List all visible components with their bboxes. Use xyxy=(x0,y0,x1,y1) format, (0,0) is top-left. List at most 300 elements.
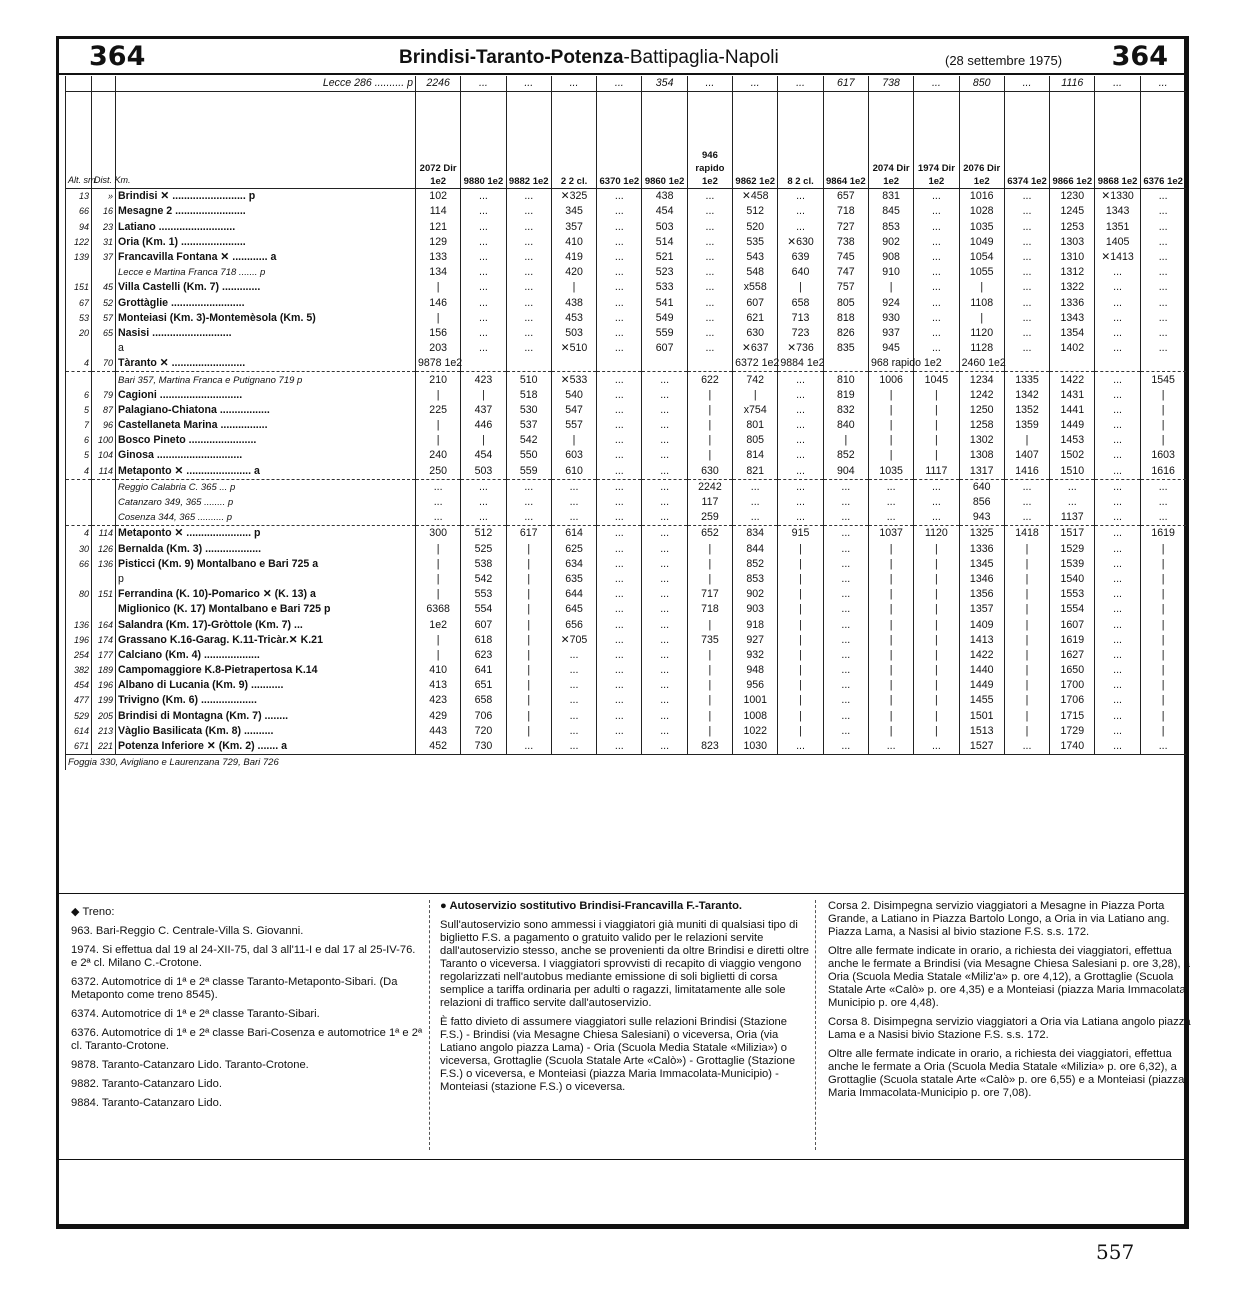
altitude xyxy=(66,572,92,587)
time-cell: 1317 xyxy=(959,464,1004,480)
timetable-row xyxy=(66,464,1186,480)
distance: 79 xyxy=(92,388,116,403)
time-cell: ... xyxy=(914,235,959,250)
time-cell: 1416 xyxy=(1004,464,1049,480)
time-cell: 640 xyxy=(959,479,1004,495)
time-cell: 852 xyxy=(733,557,778,572)
station-name: Salandra (Km. 17)-Gròttole (Km. 7) ... xyxy=(116,617,416,632)
distance: 174 xyxy=(92,633,116,648)
time-cell: 718 xyxy=(823,204,868,219)
distance: 114 xyxy=(92,526,116,542)
time-cell: ... xyxy=(642,663,687,678)
time-cell: ... xyxy=(1140,250,1185,265)
altitude: 4 xyxy=(66,356,92,372)
train-header: 8 2 cl. xyxy=(778,92,823,189)
time-cell: ... xyxy=(1095,388,1140,403)
time-cell: | xyxy=(1004,587,1049,602)
time-cell: 902 xyxy=(733,587,778,602)
time-cell: 538 xyxy=(461,557,506,572)
time-cell: | xyxy=(1004,572,1049,587)
time-cell: ... xyxy=(642,693,687,708)
time-cell: 1e2 xyxy=(416,617,461,632)
time-cell: 621 xyxy=(733,311,778,326)
time-cell: 713 xyxy=(778,311,823,326)
timetable-row xyxy=(66,250,1186,265)
time-cell: | xyxy=(868,663,913,678)
time-cell: | xyxy=(778,693,823,708)
time-cell: | xyxy=(914,617,959,632)
time-cell: 530 xyxy=(506,403,551,418)
time-cell: 852 xyxy=(823,448,868,463)
time-cell: 114 xyxy=(416,204,461,219)
timetable-row xyxy=(66,433,1186,448)
time-cell: ... xyxy=(597,296,642,311)
time-cell: ... xyxy=(597,220,642,235)
time-cell: 1418 xyxy=(1004,526,1049,542)
time-cell: ... xyxy=(1140,265,1185,280)
time-cell xyxy=(461,356,506,372)
time-cell: 1310 xyxy=(1050,250,1095,265)
time-cell: | xyxy=(416,280,461,295)
station-name: a xyxy=(116,341,416,356)
time-cell: ... xyxy=(551,663,596,678)
time-cell: | xyxy=(687,709,732,724)
time-cell: ... xyxy=(597,602,642,617)
time-cell: 438 xyxy=(551,296,596,311)
time-cell: ... xyxy=(914,479,959,495)
time-cell: | xyxy=(551,280,596,295)
time-cell: ... xyxy=(1095,678,1140,693)
time-cell: ... xyxy=(687,326,732,341)
time-cell: 1455 xyxy=(959,693,1004,708)
time-cell: ... xyxy=(1004,189,1049,205)
timetable-row xyxy=(66,648,1186,663)
timetable-row xyxy=(66,617,1186,632)
time-cell: ... xyxy=(506,739,551,755)
station-name: Ferrandina (K. 10)-Pomarico ✕ (K. 13) a xyxy=(116,587,416,602)
timetable-row xyxy=(66,479,1186,495)
lecce-time: 617 xyxy=(823,76,868,92)
altitude: 382 xyxy=(66,663,92,678)
station-name: Pisticci (Km. 9) Montalbano e Bari 725 a xyxy=(116,557,416,572)
time-cell: ... xyxy=(597,250,642,265)
altitude: 66 xyxy=(66,204,92,219)
time-cell: | xyxy=(914,433,959,448)
time-cell: ... xyxy=(597,341,642,356)
time-cell: ... xyxy=(642,372,687,388)
time-cell: 1242 xyxy=(959,388,1004,403)
time-cell: | xyxy=(1004,648,1049,663)
time-cell: | xyxy=(914,663,959,678)
time-cell: ... xyxy=(642,602,687,617)
train-header: 6370 1e2 xyxy=(597,92,642,189)
distance: 87 xyxy=(92,403,116,418)
time-cell: | xyxy=(914,678,959,693)
time-cell: 543 xyxy=(733,250,778,265)
time-cell: 9884 1e2 xyxy=(778,356,823,372)
time-cell: ... xyxy=(823,526,868,542)
altitude: 53 xyxy=(66,311,92,326)
time-cell: | xyxy=(687,403,732,418)
time-cell: ... xyxy=(914,189,959,205)
time-cell: | xyxy=(506,557,551,572)
time-cell: | xyxy=(506,542,551,557)
time-cell: ... xyxy=(506,296,551,311)
time-cell xyxy=(1095,356,1140,372)
time-cell: 1527 xyxy=(959,739,1004,755)
station-name: Trivigno (Km. 6) ................... xyxy=(116,693,416,708)
time-cell: 1513 xyxy=(959,724,1004,739)
time-cell: ... xyxy=(778,372,823,388)
time-cell: 413 xyxy=(416,678,461,693)
time-cell: ... xyxy=(461,204,506,219)
time-cell: 657 xyxy=(823,189,868,205)
time-cell: | xyxy=(778,617,823,632)
time-cell: | xyxy=(687,388,732,403)
time-cell: 1035 xyxy=(959,220,1004,235)
time-cell: 1006 xyxy=(868,372,913,388)
time-cell: | xyxy=(959,280,1004,295)
time-cell: | xyxy=(416,311,461,326)
time-cell: 856 xyxy=(959,495,1004,510)
time-cell: 300 xyxy=(416,526,461,542)
train-header: 6376 1e2 xyxy=(1140,92,1185,189)
note-line: Sull'autoservizio sono ammessi i viaggiatori già muniti di qualsiasi tipo di biglietto F.S. a pagamento o gratuito valido per le relazioni servite dall'autoservizio stesso, anche se provenienti da oltre Brindisi e diretti oltre Taranto o viceversa. I viaggiatori sprovvisti di recapito di viaggio vengono regolarizzati nell'autobus mediante emissione di soli biglietti di corsa semplice a tariffa ordinaria per adulti o ragazzi, limitatamente alle sole relazioni di traffico servite dall'autoservizio. xyxy=(440,919,810,1009)
time-cell: 1453 xyxy=(1050,433,1095,448)
time-cell: ✕533 xyxy=(551,372,596,388)
time-cell: ... xyxy=(733,510,778,526)
time-cell: 1422 xyxy=(959,648,1004,663)
time-cell: ... xyxy=(642,418,687,433)
time-cell: | xyxy=(1140,403,1185,418)
time-cell: ... xyxy=(1140,326,1185,341)
time-cell: | xyxy=(416,418,461,433)
time-cell: ... xyxy=(1095,464,1140,480)
time-cell: 1120 xyxy=(959,326,1004,341)
altitude: 477 xyxy=(66,693,92,708)
timetable-row xyxy=(66,526,1186,542)
time-cell: ... xyxy=(642,448,687,463)
time-cell: ... xyxy=(416,495,461,510)
time-cell: ... xyxy=(868,479,913,495)
table-number-left: 364 xyxy=(89,41,146,72)
time-cell: ... xyxy=(778,418,823,433)
time-cell: ... xyxy=(1140,235,1185,250)
note-line: 963. Bari-Reggio C. Centrale-Villa S. Giovanni. xyxy=(71,925,304,937)
note-line: Corsa 8. Disimpegna servizio viaggiatori a Oria via Latiana angolo piazza Lama e a Nasisi bivio Stazione F.S. s.s. 172. xyxy=(828,1016,1191,1041)
time-cell: ... xyxy=(642,388,687,403)
time-cell: 1120 xyxy=(914,526,959,542)
altitude xyxy=(66,372,92,388)
time-cell: ... xyxy=(1140,495,1185,510)
time-cell: ... xyxy=(687,341,732,356)
train-header: 6374 1e2 xyxy=(1004,92,1049,189)
time-cell: ... xyxy=(597,495,642,510)
time-cell: | xyxy=(778,280,823,295)
table-bottom-note: Foggia 330, Avigliano e Laurenzana 729, Bari 726 xyxy=(66,755,1186,771)
time-cell: 550 xyxy=(506,448,551,463)
time-cell: ... xyxy=(914,739,959,755)
timetable-row xyxy=(66,633,1186,648)
station-name: Bari 357, Martina Franca e Putignano 719 p xyxy=(116,372,416,388)
time-cell: 1345 xyxy=(959,557,1004,572)
time-cell: 927 xyxy=(733,633,778,648)
time-cell: 818 xyxy=(823,311,868,326)
time-cell: ... xyxy=(1004,250,1049,265)
time-cell: 1336 xyxy=(959,542,1004,557)
time-cell: 225 xyxy=(416,403,461,418)
time-cell: ... xyxy=(1140,296,1185,311)
time-cell: 1607 xyxy=(1050,617,1095,632)
time-cell: ... xyxy=(1095,433,1140,448)
timetable-row xyxy=(66,663,1186,678)
time-cell: 559 xyxy=(642,326,687,341)
time-cell: 1431 xyxy=(1050,388,1095,403)
altitude: 454 xyxy=(66,678,92,693)
time-cell: ... xyxy=(1095,663,1140,678)
time-cell: ... xyxy=(868,739,913,755)
altitude: 20 xyxy=(66,326,92,341)
time-cell: 1700 xyxy=(1050,678,1095,693)
time-cell: ... xyxy=(1095,495,1140,510)
lecce-time: 1116 xyxy=(1050,76,1095,92)
lecce-time: ... xyxy=(687,76,732,92)
time-cell: 423 xyxy=(461,372,506,388)
distance: 221 xyxy=(92,739,116,755)
time-cell: ... xyxy=(597,557,642,572)
time-cell: ... xyxy=(506,189,551,205)
time-cell: ... xyxy=(1095,296,1140,311)
time-cell: 117 xyxy=(687,495,732,510)
time-cell: 821 xyxy=(733,464,778,480)
time-cell: | xyxy=(778,542,823,557)
time-cell: | xyxy=(687,663,732,678)
time-cell: 410 xyxy=(551,235,596,250)
time-cell: ... xyxy=(1004,280,1049,295)
time-cell: 503 xyxy=(642,220,687,235)
time-cell: 937 xyxy=(868,326,913,341)
time-cell: 250 xyxy=(416,464,461,480)
time-cell: | xyxy=(778,633,823,648)
time-cell: 1407 xyxy=(1004,448,1049,463)
time-cell: | xyxy=(914,542,959,557)
time-cell: | xyxy=(868,433,913,448)
time-cell: 610 xyxy=(551,464,596,480)
time-cell: 1359 xyxy=(1004,418,1049,433)
altitude: 80 xyxy=(66,587,92,602)
time-cell: ... xyxy=(733,479,778,495)
time-cell: 1706 xyxy=(1050,693,1095,708)
station-name: Monteiasi (Km. 3)-Montemèsola (Km. 5) xyxy=(116,311,416,326)
time-cell: | xyxy=(1140,542,1185,557)
time-cell: 210 xyxy=(416,372,461,388)
time-cell: | xyxy=(914,724,959,739)
time-cell: ... xyxy=(551,693,596,708)
time-cell: 540 xyxy=(551,388,596,403)
time-cell: 134 xyxy=(416,265,461,280)
timetable-row xyxy=(66,311,1186,326)
time-cell: 542 xyxy=(461,572,506,587)
time-cell: | xyxy=(733,388,778,403)
time-cell: | xyxy=(914,633,959,648)
time-cell: 454 xyxy=(642,204,687,219)
time-cell: ... xyxy=(687,296,732,311)
time-cell: | xyxy=(778,557,823,572)
time-cell: 553 xyxy=(461,587,506,602)
distance: 205 xyxy=(92,709,116,724)
time-cell: 805 xyxy=(823,296,868,311)
time-cell: 259 xyxy=(687,510,732,526)
time-cell: | xyxy=(868,448,913,463)
time-cell: ... xyxy=(1050,495,1095,510)
time-cell: ✕705 xyxy=(551,633,596,648)
time-cell: ... xyxy=(823,709,868,724)
altitude xyxy=(66,341,92,356)
time-cell: ... xyxy=(823,633,868,648)
time-cell: 1117 xyxy=(914,464,959,480)
distance: 37 xyxy=(92,250,116,265)
lecce-label: Lecce 286 .......... p xyxy=(116,76,416,92)
distance: 70 xyxy=(92,356,116,372)
time-cell: 1028 xyxy=(959,204,1004,219)
time-cell: 801 xyxy=(733,418,778,433)
time-cell: | xyxy=(1004,557,1049,572)
time-cell: | xyxy=(914,648,959,663)
timetable-row xyxy=(66,235,1186,250)
bus-service-title: ● Autoservizio sostitutivo Brindisi-Francavilla F.-Taranto. xyxy=(440,900,743,912)
timetable-header xyxy=(59,39,1184,75)
time-cell: ... xyxy=(551,724,596,739)
time-cell: 1502 xyxy=(1050,448,1095,463)
time-cell: 1030 xyxy=(733,739,778,755)
time-cell: | xyxy=(1140,678,1185,693)
time-cell: 814 xyxy=(733,448,778,463)
time-cell: 1405 xyxy=(1095,235,1140,250)
time-cell: 203 xyxy=(416,341,461,356)
altitude xyxy=(66,602,92,617)
altitude: 6 xyxy=(66,433,92,448)
train-header: 9860 1e2 xyxy=(642,92,687,189)
time-cell: ... xyxy=(733,495,778,510)
timetable-row xyxy=(66,510,1186,526)
time-cell: ... xyxy=(778,510,823,526)
time-cell: 133 xyxy=(416,250,461,265)
time-cell: | xyxy=(868,678,913,693)
time-cell: | xyxy=(506,709,551,724)
time-cell: 819 xyxy=(823,388,868,403)
distance: 65 xyxy=(92,326,116,341)
distance: 16 xyxy=(92,204,116,219)
time-cell: ... xyxy=(687,220,732,235)
time-cell: ... xyxy=(1004,265,1049,280)
time-cell: 810 xyxy=(823,372,868,388)
time-cell: ... xyxy=(914,510,959,526)
time-cell: 943 xyxy=(959,510,1004,526)
time-cell: ... xyxy=(1095,724,1140,739)
time-cell: ... xyxy=(914,326,959,341)
time-cell: ... xyxy=(1140,510,1185,526)
time-cell xyxy=(597,356,642,372)
time-cell: ... xyxy=(642,464,687,480)
time-cell: 1037 xyxy=(868,526,913,542)
distance: 136 xyxy=(92,557,116,572)
time-cell: ... xyxy=(1004,341,1049,356)
time-cell: 1336 xyxy=(1050,296,1095,311)
altitude xyxy=(66,265,92,280)
time-cell: ... xyxy=(687,204,732,219)
time-cell: | xyxy=(1004,633,1049,648)
time-cell: 1322 xyxy=(1050,280,1095,295)
time-cell: | xyxy=(687,433,732,448)
lecce-time: ... xyxy=(461,76,506,92)
time-cell: 1357 xyxy=(959,602,1004,617)
time-cell: | xyxy=(461,388,506,403)
time-cell: 1335 xyxy=(1004,372,1049,388)
time-cell: ... xyxy=(597,724,642,739)
time-cell: 437 xyxy=(461,403,506,418)
time-cell: ... xyxy=(1095,602,1140,617)
time-cell: ... xyxy=(778,464,823,480)
lecce-time: ... xyxy=(778,76,823,92)
time-cell: ... xyxy=(551,648,596,663)
time-cell: ... xyxy=(597,204,642,219)
time-cell: ... xyxy=(1095,557,1140,572)
station-name: Cagioni ............................ xyxy=(116,388,416,403)
time-cell: 129 xyxy=(416,235,461,250)
time-cell: ... xyxy=(1095,709,1140,724)
lecce-time: ... xyxy=(914,76,959,92)
time-cell: 420 xyxy=(551,265,596,280)
timetable-row xyxy=(66,739,1186,755)
time-cell: 639 xyxy=(778,250,823,265)
time-cell: ... xyxy=(642,633,687,648)
time-cell: | xyxy=(1004,709,1049,724)
time-cell: ... xyxy=(823,557,868,572)
time-cell: 443 xyxy=(416,724,461,739)
train-header: 2072 Dir 1e2 xyxy=(416,92,461,189)
distance: 104 xyxy=(92,448,116,463)
time-cell: ... xyxy=(506,326,551,341)
time-cell: ... xyxy=(914,265,959,280)
timetable-row xyxy=(66,557,1186,572)
time-cell: ✕1330 xyxy=(1095,189,1140,205)
time-cell: 658 xyxy=(461,693,506,708)
time-cell: | xyxy=(687,572,732,587)
time-cell: | xyxy=(868,633,913,648)
train-header: 2 2 cl. xyxy=(551,92,596,189)
time-cell: 720 xyxy=(461,724,506,739)
time-cell: ... xyxy=(778,448,823,463)
train-header: 9862 1e2 xyxy=(733,92,778,189)
time-cell: 1343 xyxy=(1095,204,1140,219)
time-cell: 240 xyxy=(416,448,461,463)
time-cell: ... xyxy=(551,739,596,755)
note-line: Corsa 2. Disimpegna servizio viaggiatori a Mesagne in Piazza Porta Grande, a Latiano in Piazza Bartolo Longo, a Oria in via Latiano ang. Piazza Lama, a Nasisi al bivio stazione F.S. s.s. 172. xyxy=(828,900,1170,938)
time-cell: ... xyxy=(1095,633,1140,648)
time-cell: 146 xyxy=(416,296,461,311)
station-name: Castellaneta Marina ................ xyxy=(116,418,416,433)
timetable-row xyxy=(66,388,1186,403)
time-cell: 968 rapido 1e2 xyxy=(868,356,913,372)
time-cell: 603 xyxy=(551,448,596,463)
note-line: 9882. Taranto-Catanzaro Lido. xyxy=(71,1078,222,1090)
time-cell: | xyxy=(778,602,823,617)
time-cell xyxy=(1004,356,1049,372)
time-cell: ... xyxy=(597,663,642,678)
time-cell xyxy=(551,356,596,372)
timetable-row xyxy=(66,709,1186,724)
time-cell: 512 xyxy=(733,204,778,219)
